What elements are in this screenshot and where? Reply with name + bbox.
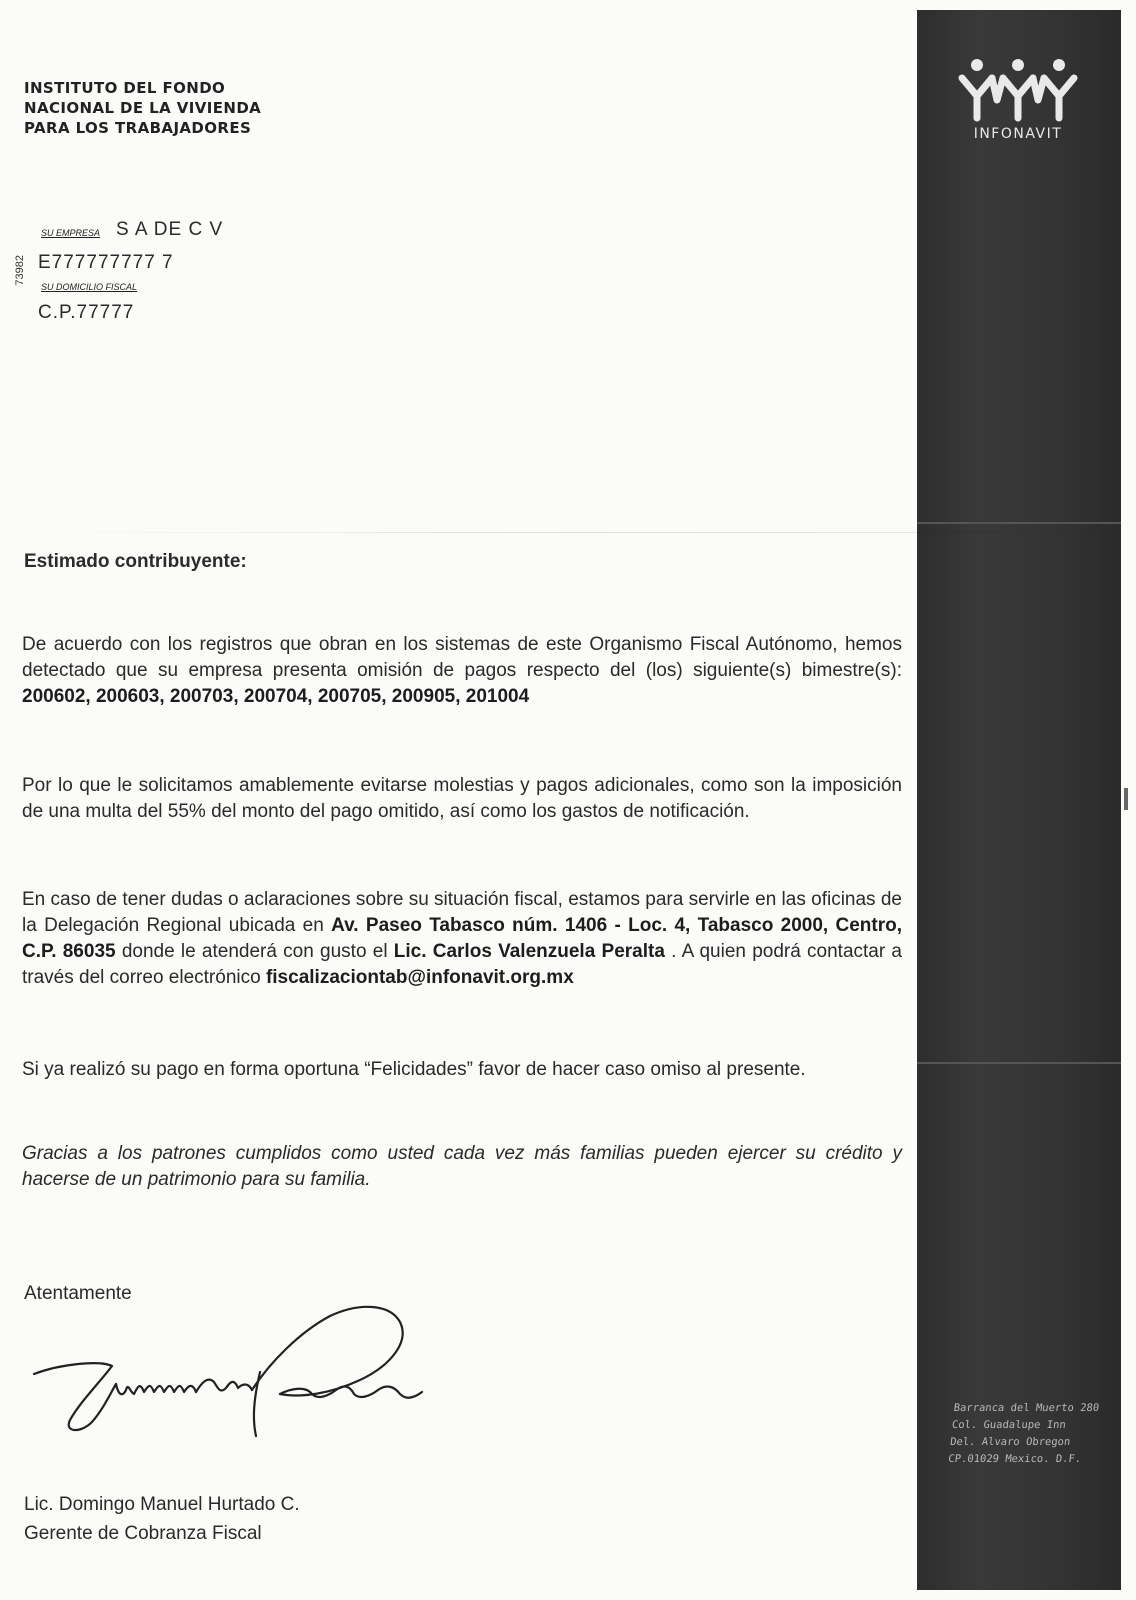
institute-name (24, 78, 261, 138)
contact-text-b: donde le atenderá con gusto el (115, 941, 394, 962)
contact-person: Lic. Carlos Valenzuela Peralta (393, 941, 665, 962)
address-line: Del. Alvaro Obregon (949, 1436, 1071, 1448)
scan-mark (1124, 788, 1128, 810)
address-line: CP.01029 Mexico. D.F. (947, 1453, 1082, 1465)
cp-value: C.P.77777 (38, 302, 135, 323)
signer-name: Lic. Domingo Manuel Hurtado C. (24, 1494, 300, 1515)
infonavit-logo (953, 56, 1083, 142)
signer-title: Gerente de Cobranza Fiscal (24, 1523, 262, 1544)
page-fold-line (30, 532, 1120, 533)
registro-value: E777777777 7 (38, 252, 174, 273)
omission-text: De acuerdo con los registros que obran en los sistemas de este Organismo Fiscal Autónomo, hemos detectado que su empresa presenta omisión de pagos respecto del (los) siguiente(s) bimestre(s): (22, 634, 902, 681)
contact-text-a: En caso de tener dudas o aclaraciones sobre su situación fiscal, estamos para servirle en las oficinas de la Delegación Regional ubicada en (22, 889, 902, 936)
paragraph-contact (22, 887, 902, 991)
band-fold-line (917, 522, 1121, 524)
brand-band (917, 10, 1121, 1590)
band-fold-line (917, 1062, 1121, 1064)
address-line: Barranca del Muerto 280 (953, 1402, 1100, 1414)
closing: Atentamente (24, 1283, 132, 1304)
contact-text-c: . A quien podrá contactar a través del correo electrónico (22, 941, 902, 988)
paragraph-paid: Si ya realizó su pago en forma oportuna “Felicidades” favor de hacer caso omiso al presente. (22, 1059, 806, 1080)
brand-name: INFONAVIT (973, 126, 1063, 142)
signature-image (30, 1302, 430, 1457)
empresa-label: SU EMPRESA (41, 228, 101, 238)
greeting: Estimado contribuyente: (24, 551, 247, 572)
contact-email: fiscalizaciontab@infonavit.org.mx (265, 967, 574, 988)
institute-line-3: PARA LOS TRABAJADORES (24, 119, 252, 137)
infonavit-logo-icon (957, 56, 1079, 122)
omission-periods: 200602, 200603, 200703, 200704, 200705, 200905, 201004 (22, 686, 530, 707)
office-address: Av. Paseo Tabasco núm. 1406 - Loc. 4, Tabasco 2000, Centro, C.P. 86035 (22, 915, 902, 962)
address-line: Col. Guadalupe Inn (951, 1419, 1067, 1431)
empresa-value: S A DE C V (116, 219, 224, 240)
paragraph-omission (22, 632, 902, 710)
institute-line-1: INSTITUTO DEL FONDO (24, 79, 226, 97)
recipient-side-code: 73982 (14, 255, 26, 286)
domicilio-label: SU DOMICILIO FISCAL (41, 282, 138, 292)
brand-address (947, 1400, 1114, 1468)
signer-block (24, 1490, 300, 1548)
paragraph-penalty: Por lo que le solicitamos amablemente evitarse molestias y pagos adicionales, como son la imposición de una multa del 55% del monto del pago omitido, así como los gastos de notificación. (22, 775, 902, 822)
institute-line-2: NACIONAL DE LA VIVIENDA (24, 99, 262, 117)
paragraph-thanks: Gracias a los patrones cumplidos como usted cada vez más familias pueden ejercer su crédito y hacerse de un patrimonio para su familia. (22, 1143, 902, 1190)
